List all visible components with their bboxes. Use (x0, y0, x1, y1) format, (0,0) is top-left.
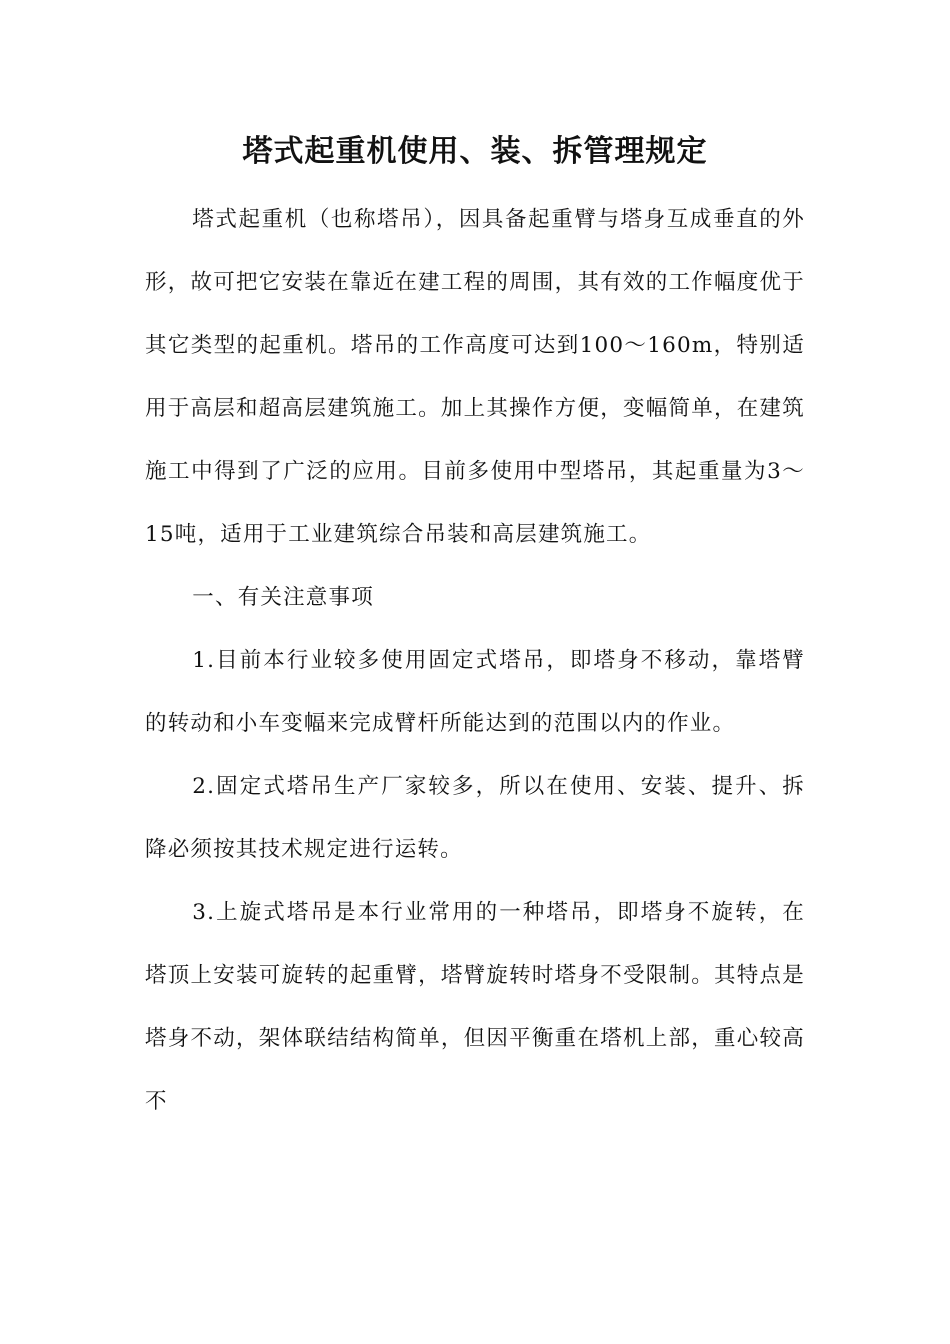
paragraph-item-3: 3.上旋式塔吊是本行业常用的一种塔吊，即塔身不旋转，在塔顶上安装可旋转的起重臂，塔臂旋转时塔身不受限制。其特点是塔身不动，架体联结结构简单，但因平衡重在塔机上部，重心较高不 (145, 900, 805, 1114)
paragraph-item-2: 2.固定式塔吊生产厂家较多，所以在使用、安装、提升、拆降必须按其技术规定进行运转。 (145, 774, 805, 862)
paragraph-item-1: 1.目前本行业较多使用固定式塔吊，即塔身不移动，靠塔臂的转动和小车变幅来完成臂杆所能达到的范围以内的作业。 (145, 648, 805, 736)
document-title: 塔式起重机使用、装、拆管理规定 (242, 134, 708, 169)
section-heading: 一、有关注意事项 (192, 585, 374, 610)
document-body (145, 188, 805, 1133)
paragraph-intro: 塔式起重机（也称塔吊），因具备起重臂与塔身互成垂直的外形，故可把它安装在靠近在建工程的周围，其有效的工作幅度优于其它类型的起重机。塔吊的工作高度可达到100～160m，特别适用于高层和超高层建筑施工。加上其操作方便，变幅简单，在建筑施工中得到了广泛的应用。目前多使用中型塔吊，其起重量为3～15吨，适用于工业建筑综合吊装和高层建筑施工。 (145, 207, 805, 547)
